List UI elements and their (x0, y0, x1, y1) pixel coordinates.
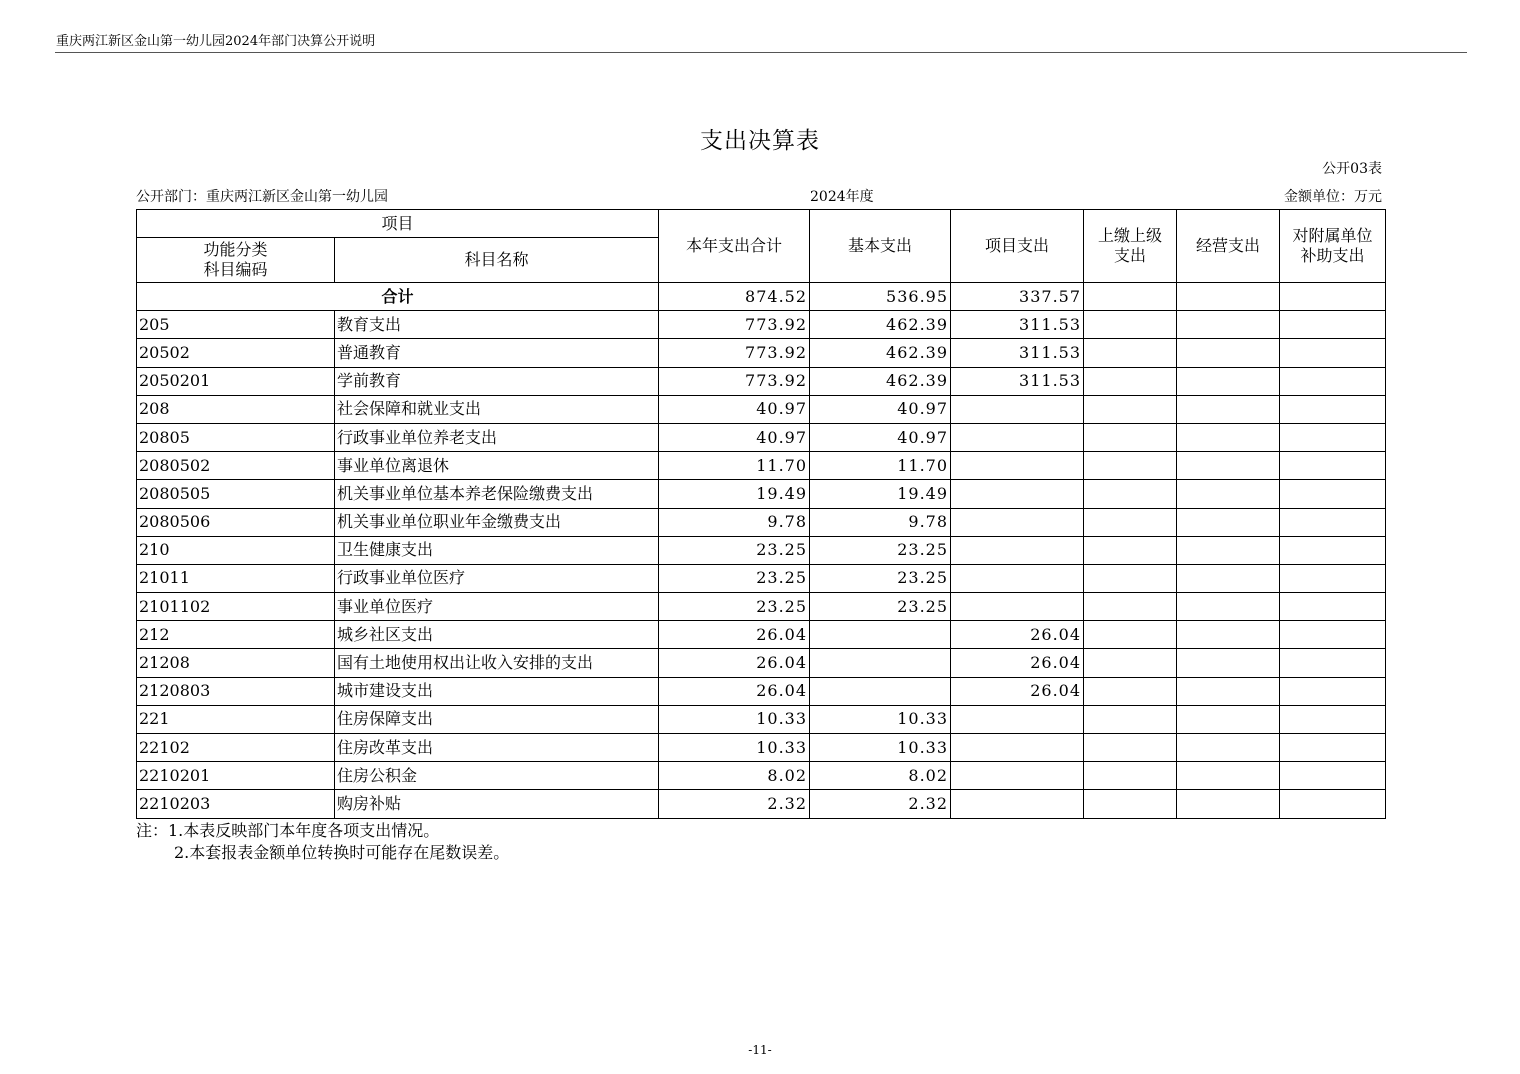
subsidy-cell (1280, 790, 1386, 818)
business-cell (1177, 508, 1280, 536)
note-line-1: 注：1.本表反映部门本年度各项支出情况。 (136, 821, 440, 840)
total-cell: 773.92 (659, 311, 810, 339)
name-cell: 事业单位医疗 (335, 593, 659, 621)
total-cell: 23.25 (659, 593, 810, 621)
name-cell: 机关事业单位职业年金缴费支出 (335, 508, 659, 536)
total-cell: 26.04 (659, 677, 810, 705)
business-cell (1177, 649, 1280, 677)
project-cell: 337.57 (951, 283, 1084, 311)
table-row (137, 480, 1386, 508)
total-label: 合计 (137, 283, 659, 311)
project-cell: 26.04 (951, 677, 1084, 705)
code-cell: 2080506 (137, 508, 335, 536)
table-row (137, 762, 1386, 790)
page-header: 重庆两江新区金山第一幼儿园2024年部门决算公开说明 (56, 34, 376, 49)
total-cell: 8.02 (659, 762, 810, 790)
superior-cell (1084, 283, 1177, 311)
superior-cell (1084, 508, 1177, 536)
table-row (137, 536, 1386, 564)
total-cell: 23.25 (659, 564, 810, 592)
code-cell: 221 (137, 705, 335, 733)
code-cell: 21011 (137, 564, 335, 592)
notes (136, 820, 509, 864)
code-cell: 2120803 (137, 677, 335, 705)
total-cell: 9.78 (659, 508, 810, 536)
table-row (137, 311, 1386, 339)
table-row (137, 790, 1386, 818)
code-cell: 2080505 (137, 480, 335, 508)
subsidy-cell (1280, 339, 1386, 367)
name-cell: 住房保障支出 (335, 705, 659, 733)
subsidy-cell (1280, 283, 1386, 311)
name-cell: 行政事业单位养老支出 (335, 423, 659, 451)
header-item: 项目 (137, 210, 659, 238)
basic-cell: 462.39 (810, 339, 951, 367)
project-cell: 26.04 (951, 621, 1084, 649)
note-line-2: 2.本套报表金额单位转换时可能存在尾数误差。 (174, 843, 510, 862)
business-cell (1177, 395, 1280, 423)
total-cell: 23.25 (659, 536, 810, 564)
header-basic: 基本支出 (810, 210, 951, 283)
name-cell: 学前教育 (335, 367, 659, 395)
basic-cell: 10.33 (810, 734, 951, 762)
code-cell: 20805 (137, 423, 335, 451)
project-cell (951, 705, 1084, 733)
project-cell (951, 536, 1084, 564)
subsidy-cell (1280, 452, 1386, 480)
project-cell (951, 593, 1084, 621)
department-label: 公开部门：重庆两江新区金山第一幼儿园 (136, 189, 388, 205)
header-subsidy: 对附属单位 补助支出 (1280, 210, 1386, 283)
project-cell: 311.53 (951, 339, 1084, 367)
superior-cell (1084, 705, 1177, 733)
code-cell: 20502 (137, 339, 335, 367)
business-cell (1177, 452, 1280, 480)
name-cell: 卫生健康支出 (335, 536, 659, 564)
subsidy-cell (1280, 705, 1386, 733)
subsidy-cell (1280, 536, 1386, 564)
business-cell (1177, 283, 1280, 311)
subsidy-cell (1280, 621, 1386, 649)
basic-cell (810, 649, 951, 677)
header-rule (55, 52, 1467, 53)
total-cell: 40.97 (659, 395, 810, 423)
project-cell (951, 564, 1084, 592)
code-cell: 208 (137, 395, 335, 423)
superior-cell (1084, 367, 1177, 395)
basic-cell: 8.02 (810, 762, 951, 790)
total-cell: 874.52 (659, 283, 810, 311)
superior-cell (1084, 536, 1177, 564)
subsidy-cell (1280, 593, 1386, 621)
basic-cell: 462.39 (810, 311, 951, 339)
subsidy-cell (1280, 734, 1386, 762)
superior-cell (1084, 790, 1177, 818)
table-row (137, 452, 1386, 480)
superior-cell (1084, 339, 1177, 367)
expenditure-table (136, 209, 1386, 819)
table-row (137, 621, 1386, 649)
table-row (137, 508, 1386, 536)
project-cell (951, 790, 1084, 818)
name-cell: 城市建设支出 (335, 677, 659, 705)
project-cell (951, 508, 1084, 536)
table-code: 公开03表 (1322, 161, 1382, 177)
business-cell (1177, 621, 1280, 649)
superior-cell (1084, 423, 1177, 451)
basic-cell: 23.25 (810, 536, 951, 564)
superior-cell (1084, 395, 1177, 423)
total-cell: 11.70 (659, 452, 810, 480)
code-cell: 2210201 (137, 762, 335, 790)
name-cell: 国有土地使用权出让收入安排的支出 (335, 649, 659, 677)
header-superior: 上缴上级 支出 (1084, 210, 1177, 283)
total-cell: 2.32 (659, 790, 810, 818)
business-cell (1177, 480, 1280, 508)
code-cell: 205 (137, 311, 335, 339)
project-cell: 311.53 (951, 367, 1084, 395)
total-cell: 10.33 (659, 705, 810, 733)
business-cell (1177, 677, 1280, 705)
business-cell (1177, 311, 1280, 339)
total-cell: 26.04 (659, 649, 810, 677)
business-cell (1177, 705, 1280, 733)
subsidy-cell (1280, 564, 1386, 592)
code-cell: 210 (137, 536, 335, 564)
superior-cell (1084, 677, 1177, 705)
name-cell: 住房改革支出 (335, 734, 659, 762)
year-label: 2024年度 (810, 189, 874, 205)
name-cell: 机关事业单位基本养老保险缴费支出 (335, 480, 659, 508)
table-row (137, 367, 1386, 395)
code-cell: 21208 (137, 649, 335, 677)
table-row (137, 734, 1386, 762)
header-name: 科目名称 (335, 238, 659, 283)
header-total: 本年支出合计 (659, 210, 810, 283)
code-cell: 22102 (137, 734, 335, 762)
basic-cell (810, 621, 951, 649)
project-cell: 26.04 (951, 649, 1084, 677)
name-cell: 行政事业单位医疗 (335, 564, 659, 592)
table-row (137, 677, 1386, 705)
basic-cell: 10.33 (810, 705, 951, 733)
basic-cell: 11.70 (810, 452, 951, 480)
total-cell: 19.49 (659, 480, 810, 508)
table-row (137, 339, 1386, 367)
header-code: 功能分类 科目编码 (137, 238, 335, 283)
subsidy-cell (1280, 423, 1386, 451)
table-row (137, 423, 1386, 451)
project-cell (951, 423, 1084, 451)
subsidy-cell (1280, 649, 1386, 677)
subsidy-cell (1280, 677, 1386, 705)
header-project: 项目支出 (951, 210, 1084, 283)
basic-cell: 23.25 (810, 564, 951, 592)
subsidy-cell (1280, 480, 1386, 508)
name-cell: 教育支出 (335, 311, 659, 339)
name-cell: 社会保障和就业支出 (335, 395, 659, 423)
table-row (137, 564, 1386, 592)
project-cell (951, 480, 1084, 508)
name-cell: 住房公积金 (335, 762, 659, 790)
basic-cell: 2.32 (810, 790, 951, 818)
document-title: 支出决算表 (700, 128, 820, 154)
basic-cell: 40.97 (810, 395, 951, 423)
subsidy-cell (1280, 395, 1386, 423)
subsidy-cell (1280, 311, 1386, 339)
table-row (137, 593, 1386, 621)
business-cell (1177, 423, 1280, 451)
business-cell (1177, 536, 1280, 564)
superior-cell (1084, 621, 1177, 649)
superior-cell (1084, 452, 1177, 480)
superior-cell (1084, 311, 1177, 339)
superior-cell (1084, 564, 1177, 592)
table-row (137, 649, 1386, 677)
total-cell: 26.04 (659, 621, 810, 649)
code-cell: 2080502 (137, 452, 335, 480)
business-cell (1177, 790, 1280, 818)
business-cell (1177, 762, 1280, 790)
page-number: -11- (748, 1043, 772, 1057)
superior-cell (1084, 734, 1177, 762)
subsidy-cell (1280, 367, 1386, 395)
superior-cell (1084, 480, 1177, 508)
unit-label: 金额单位：万元 (1284, 189, 1382, 205)
meta-row (136, 186, 1384, 206)
superior-cell (1084, 649, 1177, 677)
basic-cell: 462.39 (810, 367, 951, 395)
basic-cell: 19.49 (810, 480, 951, 508)
business-cell (1177, 367, 1280, 395)
total-cell: 10.33 (659, 734, 810, 762)
table-row (137, 395, 1386, 423)
project-cell (951, 734, 1084, 762)
total-cell: 773.92 (659, 367, 810, 395)
business-cell (1177, 734, 1280, 762)
basic-cell: 23.25 (810, 593, 951, 621)
total-cell: 773.92 (659, 339, 810, 367)
name-cell: 事业单位离退休 (335, 452, 659, 480)
basic-cell: 536.95 (810, 283, 951, 311)
subsidy-cell (1280, 508, 1386, 536)
code-cell: 2101102 (137, 593, 335, 621)
header-business: 经营支出 (1177, 210, 1280, 283)
total-row (137, 283, 1386, 311)
name-cell: 购房补贴 (335, 790, 659, 818)
superior-cell (1084, 762, 1177, 790)
code-cell: 212 (137, 621, 335, 649)
business-cell (1177, 564, 1280, 592)
basic-cell: 9.78 (810, 508, 951, 536)
project-cell (951, 762, 1084, 790)
business-cell (1177, 339, 1280, 367)
business-cell (1177, 593, 1280, 621)
basic-cell (810, 677, 951, 705)
subsidy-cell (1280, 762, 1386, 790)
project-cell (951, 452, 1084, 480)
code-cell: 2050201 (137, 367, 335, 395)
total-cell: 40.97 (659, 423, 810, 451)
name-cell: 城乡社区支出 (335, 621, 659, 649)
project-cell: 311.53 (951, 311, 1084, 339)
code-cell: 2210203 (137, 790, 335, 818)
basic-cell: 40.97 (810, 423, 951, 451)
superior-cell (1084, 593, 1177, 621)
name-cell: 普通教育 (335, 339, 659, 367)
project-cell (951, 395, 1084, 423)
table-row (137, 705, 1386, 733)
